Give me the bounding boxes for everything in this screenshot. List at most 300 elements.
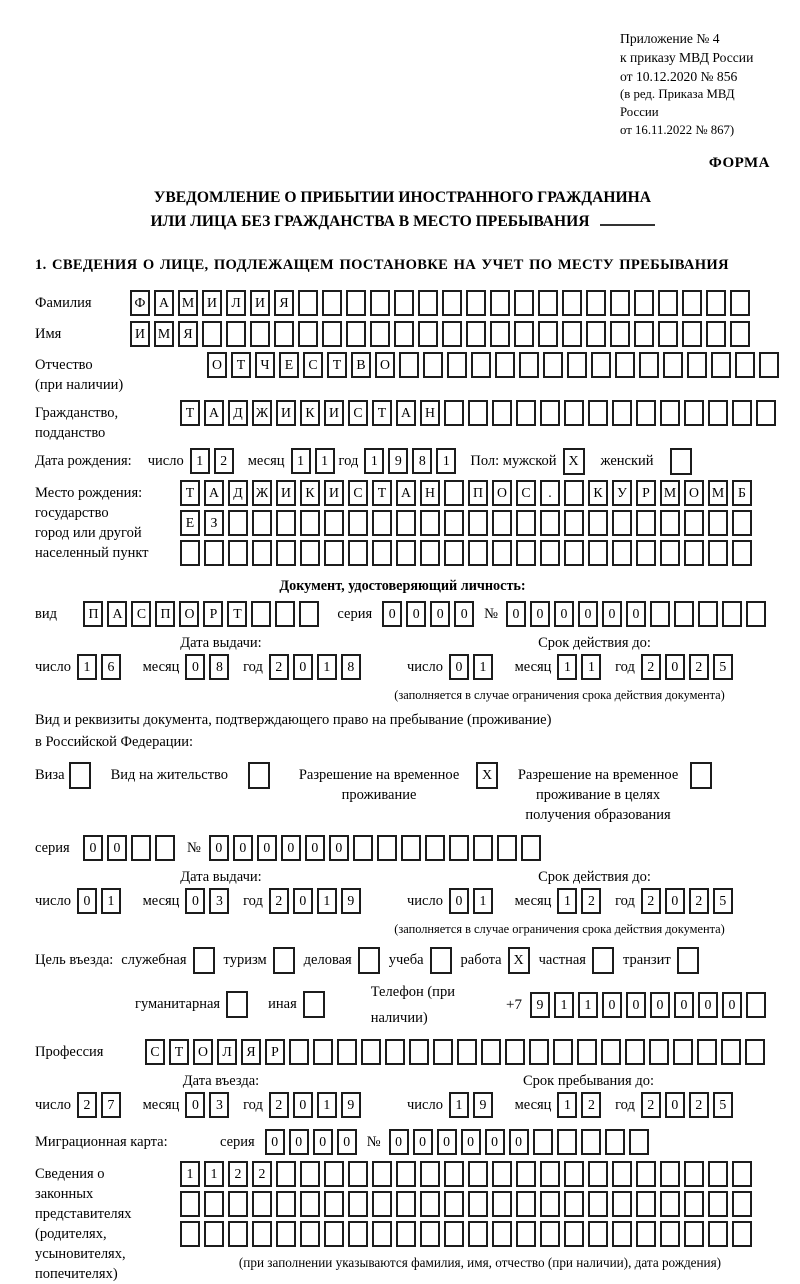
char-cell[interactable] xyxy=(658,290,678,316)
char-cell[interactable] xyxy=(746,601,766,627)
char-cell[interactable]: 0 xyxy=(554,601,574,627)
char-cell[interactable] xyxy=(708,1191,728,1217)
char-cell[interactable]: Я xyxy=(241,1039,261,1065)
char-cell[interactable] xyxy=(756,400,776,426)
char-cell[interactable]: К xyxy=(300,400,320,426)
char-cell[interactable]: 0 xyxy=(665,888,685,914)
char-cell[interactable] xyxy=(636,400,656,426)
char-cell[interactable]: 0 xyxy=(437,1129,457,1155)
char-cell[interactable] xyxy=(660,400,680,426)
char-cell[interactable] xyxy=(276,540,296,566)
char-cell[interactable]: Б xyxy=(732,480,752,506)
char-cell[interactable] xyxy=(540,1221,560,1247)
char-cell[interactable]: 1 xyxy=(557,654,577,680)
char-cell[interactable]: И xyxy=(202,290,222,316)
residence-permit-checkbox[interactable] xyxy=(248,762,270,789)
char-cell[interactable] xyxy=(324,1191,344,1217)
char-cell[interactable]: А xyxy=(396,480,416,506)
char-cell[interactable]: С xyxy=(348,400,368,426)
option-checkbox[interactable] xyxy=(430,947,452,974)
char-cell[interactable] xyxy=(490,321,510,347)
char-cell[interactable] xyxy=(468,540,488,566)
char-cell[interactable] xyxy=(420,510,440,536)
char-cell[interactable] xyxy=(418,290,438,316)
char-cell[interactable] xyxy=(433,1039,453,1065)
char-cell[interactable] xyxy=(228,1221,248,1247)
char-cell[interactable] xyxy=(492,540,512,566)
char-cell[interactable] xyxy=(377,835,397,861)
char-cell[interactable]: М xyxy=(660,480,680,506)
char-cell[interactable] xyxy=(697,1039,717,1065)
char-cell[interactable]: 0 xyxy=(83,835,103,861)
char-cell[interactable] xyxy=(313,1039,333,1065)
char-cell[interactable] xyxy=(586,290,606,316)
char-cell[interactable] xyxy=(521,835,541,861)
char-cell[interactable] xyxy=(361,1039,381,1065)
char-cell[interactable] xyxy=(639,352,659,378)
char-cell[interactable] xyxy=(722,601,742,627)
char-cell[interactable]: 0 xyxy=(602,601,622,627)
char-cell[interactable] xyxy=(732,1161,752,1187)
char-cell[interactable] xyxy=(372,540,392,566)
char-cell[interactable]: 0 xyxy=(602,992,622,1018)
char-cell[interactable] xyxy=(516,1221,536,1247)
temp-residence-edu-checkbox[interactable] xyxy=(690,762,712,789)
char-cell[interactable] xyxy=(636,1221,656,1247)
char-cell[interactable]: С xyxy=(516,480,536,506)
char-cell[interactable] xyxy=(610,290,630,316)
char-cell[interactable] xyxy=(682,321,702,347)
char-cell[interactable] xyxy=(444,480,464,506)
char-cell[interactable] xyxy=(372,1221,392,1247)
char-cell[interactable]: 0 xyxy=(626,601,646,627)
char-cell[interactable]: 1 xyxy=(557,1092,577,1118)
char-cell[interactable]: С xyxy=(145,1039,165,1065)
char-cell[interactable] xyxy=(180,1221,200,1247)
char-cell[interactable] xyxy=(625,1039,645,1065)
char-cell[interactable] xyxy=(346,290,366,316)
char-cell[interactable] xyxy=(401,835,421,861)
char-cell[interactable] xyxy=(394,290,414,316)
char-cell[interactable] xyxy=(298,290,318,316)
char-cell[interactable] xyxy=(372,1161,392,1187)
char-cell[interactable] xyxy=(660,540,680,566)
char-cell[interactable]: 0 xyxy=(578,601,598,627)
char-cell[interactable] xyxy=(492,1221,512,1247)
char-cell[interactable] xyxy=(180,1191,200,1217)
char-cell[interactable] xyxy=(348,1161,368,1187)
char-cell[interactable] xyxy=(348,510,368,536)
char-cell[interactable] xyxy=(180,540,200,566)
char-cell[interactable]: 5 xyxy=(713,1092,733,1118)
char-cell[interactable] xyxy=(495,352,515,378)
temp-residence-checkbox[interactable]: X xyxy=(476,762,498,789)
char-cell[interactable]: Л xyxy=(217,1039,237,1065)
char-cell[interactable] xyxy=(202,321,222,347)
char-cell[interactable] xyxy=(353,835,373,861)
char-cell[interactable] xyxy=(337,1039,357,1065)
char-cell[interactable] xyxy=(468,1161,488,1187)
char-cell[interactable] xyxy=(588,1221,608,1247)
char-cell[interactable] xyxy=(252,540,272,566)
char-cell[interactable] xyxy=(418,321,438,347)
char-cell[interactable]: 0 xyxy=(313,1129,333,1155)
char-cell[interactable] xyxy=(228,510,248,536)
char-cell[interactable]: Е xyxy=(180,510,200,536)
char-cell[interactable] xyxy=(746,992,766,1018)
char-cell[interactable]: 9 xyxy=(341,1092,361,1118)
char-cell[interactable] xyxy=(420,1161,440,1187)
char-cell[interactable] xyxy=(466,321,486,347)
char-cell[interactable]: 0 xyxy=(233,835,253,861)
char-cell[interactable] xyxy=(372,1191,392,1217)
char-cell[interactable] xyxy=(730,290,750,316)
char-cell[interactable]: 0 xyxy=(293,1092,313,1118)
char-cell[interactable] xyxy=(274,321,294,347)
char-cell[interactable] xyxy=(588,540,608,566)
char-cell[interactable] xyxy=(420,1221,440,1247)
char-cell[interactable] xyxy=(471,352,491,378)
char-cell[interactable] xyxy=(348,1221,368,1247)
char-cell[interactable] xyxy=(250,321,270,347)
char-cell[interactable]: 8 xyxy=(412,448,432,474)
char-cell[interactable]: 0 xyxy=(185,888,205,914)
char-cell[interactable] xyxy=(586,321,606,347)
char-cell[interactable] xyxy=(663,352,683,378)
option-checkbox[interactable]: X xyxy=(508,947,530,974)
char-cell[interactable] xyxy=(735,352,755,378)
char-cell[interactable]: 0 xyxy=(257,835,277,861)
char-cell[interactable]: 0 xyxy=(305,835,325,861)
char-cell[interactable]: 0 xyxy=(185,1092,205,1118)
char-cell[interactable] xyxy=(468,400,488,426)
char-cell[interactable]: И xyxy=(130,321,150,347)
char-cell[interactable]: 3 xyxy=(209,1092,229,1118)
char-cell[interactable]: 2 xyxy=(214,448,234,474)
char-cell[interactable]: 1 xyxy=(291,448,311,474)
char-cell[interactable]: И xyxy=(324,400,344,426)
char-cell[interactable]: 0 xyxy=(449,654,469,680)
char-cell[interactable] xyxy=(300,1221,320,1247)
char-cell[interactable] xyxy=(466,290,486,316)
char-cell[interactable] xyxy=(588,1161,608,1187)
char-cell[interactable] xyxy=(324,510,344,536)
char-cell[interactable]: 2 xyxy=(77,1092,97,1118)
char-cell[interactable]: К xyxy=(588,480,608,506)
char-cell[interactable]: Ж xyxy=(252,400,272,426)
char-cell[interactable]: П xyxy=(155,601,175,627)
option-checkbox[interactable] xyxy=(303,991,325,1018)
char-cell[interactable] xyxy=(514,321,534,347)
char-cell[interactable] xyxy=(557,1129,577,1155)
char-cell[interactable]: Ч xyxy=(255,352,275,378)
char-cell[interactable]: Ф xyxy=(130,290,150,316)
char-cell[interactable]: П xyxy=(468,480,488,506)
char-cell[interactable] xyxy=(706,290,726,316)
char-cell[interactable]: 1 xyxy=(180,1161,200,1187)
char-cell[interactable]: И xyxy=(324,480,344,506)
char-cell[interactable] xyxy=(490,290,510,316)
char-cell[interactable] xyxy=(396,1161,416,1187)
char-cell[interactable]: 9 xyxy=(388,448,408,474)
char-cell[interactable] xyxy=(708,540,728,566)
char-cell[interactable]: О xyxy=(193,1039,213,1065)
char-cell[interactable] xyxy=(553,1039,573,1065)
char-cell[interactable] xyxy=(396,1221,416,1247)
char-cell[interactable]: 2 xyxy=(269,1092,289,1118)
char-cell[interactable] xyxy=(346,321,366,347)
char-cell[interactable] xyxy=(348,540,368,566)
char-cell[interactable]: О xyxy=(207,352,227,378)
char-cell[interactable] xyxy=(348,1191,368,1217)
char-cell[interactable]: 0 xyxy=(665,1092,685,1118)
char-cell[interactable]: О xyxy=(375,352,395,378)
char-cell[interactable] xyxy=(684,510,704,536)
char-cell[interactable]: Л xyxy=(226,290,246,316)
char-cell[interactable] xyxy=(276,1191,296,1217)
char-cell[interactable]: 9 xyxy=(530,992,550,1018)
char-cell[interactable] xyxy=(300,1161,320,1187)
char-cell[interactable]: 0 xyxy=(461,1129,481,1155)
char-cell[interactable]: Т xyxy=(227,601,247,627)
char-cell[interactable] xyxy=(636,1161,656,1187)
char-cell[interactable] xyxy=(636,540,656,566)
char-cell[interactable]: 1 xyxy=(317,1092,337,1118)
char-cell[interactable] xyxy=(251,601,271,627)
char-cell[interactable] xyxy=(444,540,464,566)
char-cell[interactable]: Т xyxy=(372,400,392,426)
char-cell[interactable] xyxy=(252,510,272,536)
char-cell[interactable]: Т xyxy=(180,400,200,426)
char-cell[interactable] xyxy=(396,540,416,566)
char-cell[interactable]: 2 xyxy=(641,654,661,680)
char-cell[interactable]: 7 xyxy=(101,1092,121,1118)
char-cell[interactable]: О xyxy=(179,601,199,627)
char-cell[interactable] xyxy=(706,321,726,347)
char-cell[interactable]: 0 xyxy=(209,835,229,861)
char-cell[interactable] xyxy=(732,540,752,566)
char-cell[interactable] xyxy=(533,1129,553,1155)
char-cell[interactable]: 0 xyxy=(430,601,450,627)
char-cell[interactable] xyxy=(660,1221,680,1247)
char-cell[interactable]: 0 xyxy=(530,601,550,627)
char-cell[interactable] xyxy=(629,1129,649,1155)
char-cell[interactable]: 0 xyxy=(281,835,301,861)
char-cell[interactable] xyxy=(730,321,750,347)
char-cell[interactable]: 0 xyxy=(506,601,526,627)
char-cell[interactable]: М xyxy=(708,480,728,506)
char-cell[interactable] xyxy=(492,510,512,536)
char-cell[interactable] xyxy=(581,1129,601,1155)
char-cell[interactable] xyxy=(492,1191,512,1217)
char-cell[interactable]: О xyxy=(684,480,704,506)
char-cell[interactable]: 0 xyxy=(698,992,718,1018)
char-cell[interactable]: 6 xyxy=(101,654,121,680)
char-cell[interactable]: 8 xyxy=(209,654,229,680)
char-cell[interactable]: И xyxy=(276,480,296,506)
char-cell[interactable]: 2 xyxy=(689,654,709,680)
char-cell[interactable] xyxy=(612,1191,632,1217)
char-cell[interactable] xyxy=(658,321,678,347)
char-cell[interactable] xyxy=(449,835,469,861)
char-cell[interactable] xyxy=(612,510,632,536)
char-cell[interactable]: Н xyxy=(420,400,440,426)
char-cell[interactable] xyxy=(708,1221,728,1247)
char-cell[interactable] xyxy=(660,1191,680,1217)
option-checkbox[interactable] xyxy=(226,991,248,1018)
char-cell[interactable] xyxy=(409,1039,429,1065)
char-cell[interactable] xyxy=(370,321,390,347)
char-cell[interactable]: В xyxy=(351,352,371,378)
char-cell[interactable] xyxy=(562,321,582,347)
char-cell[interactable] xyxy=(564,510,584,536)
char-cell[interactable]: С xyxy=(348,480,368,506)
char-cell[interactable]: П xyxy=(83,601,103,627)
char-cell[interactable] xyxy=(275,601,295,627)
char-cell[interactable]: 1 xyxy=(315,448,335,474)
char-cell[interactable]: И xyxy=(276,400,296,426)
char-cell[interactable]: Д xyxy=(228,480,248,506)
char-cell[interactable] xyxy=(588,400,608,426)
char-cell[interactable] xyxy=(660,510,680,536)
char-cell[interactable] xyxy=(468,1221,488,1247)
char-cell[interactable]: 9 xyxy=(341,888,361,914)
char-cell[interactable] xyxy=(492,400,512,426)
char-cell[interactable] xyxy=(612,1161,632,1187)
char-cell[interactable] xyxy=(444,1161,464,1187)
char-cell[interactable] xyxy=(252,1221,272,1247)
char-cell[interactable] xyxy=(759,352,779,378)
char-cell[interactable] xyxy=(564,1161,584,1187)
char-cell[interactable]: Е xyxy=(279,352,299,378)
char-cell[interactable] xyxy=(444,1221,464,1247)
char-cell[interactable] xyxy=(370,290,390,316)
char-cell[interactable]: 2 xyxy=(641,1092,661,1118)
char-cell[interactable]: 3 xyxy=(209,888,229,914)
char-cell[interactable]: 0 xyxy=(293,888,313,914)
char-cell[interactable]: 2 xyxy=(269,654,289,680)
char-cell[interactable] xyxy=(516,540,536,566)
char-cell[interactable] xyxy=(636,510,656,536)
char-cell[interactable] xyxy=(300,510,320,536)
char-cell[interactable] xyxy=(372,510,392,536)
char-cell[interactable] xyxy=(564,540,584,566)
char-cell[interactable]: 2 xyxy=(228,1161,248,1187)
char-cell[interactable]: 0 xyxy=(107,835,127,861)
char-cell[interactable] xyxy=(492,1161,512,1187)
char-cell[interactable]: Н xyxy=(420,480,440,506)
char-cell[interactable]: А xyxy=(107,601,127,627)
char-cell[interactable]: Т xyxy=(180,480,200,506)
option-checkbox[interactable] xyxy=(677,947,699,974)
option-checkbox[interactable] xyxy=(273,947,295,974)
char-cell[interactable]: А xyxy=(204,480,224,506)
char-cell[interactable] xyxy=(612,1221,632,1247)
char-cell[interactable]: М xyxy=(178,290,198,316)
char-cell[interactable] xyxy=(540,540,560,566)
char-cell[interactable]: 1 xyxy=(473,888,493,914)
char-cell[interactable] xyxy=(732,510,752,536)
char-cell[interactable] xyxy=(562,290,582,316)
char-cell[interactable] xyxy=(322,290,342,316)
char-cell[interactable] xyxy=(516,400,536,426)
char-cell[interactable]: Д xyxy=(228,400,248,426)
char-cell[interactable]: 1 xyxy=(77,654,97,680)
char-cell[interactable]: 0 xyxy=(413,1129,433,1155)
char-cell[interactable]: 0 xyxy=(650,992,670,1018)
char-cell[interactable]: 0 xyxy=(485,1129,505,1155)
char-cell[interactable] xyxy=(444,510,464,536)
char-cell[interactable]: О xyxy=(492,480,512,506)
char-cell[interactable] xyxy=(394,321,414,347)
char-cell[interactable]: 0 xyxy=(665,654,685,680)
char-cell[interactable] xyxy=(497,835,517,861)
char-cell[interactable]: 0 xyxy=(509,1129,529,1155)
char-cell[interactable] xyxy=(299,601,319,627)
char-cell[interactable]: 1 xyxy=(557,888,577,914)
char-cell[interactable]: 1 xyxy=(473,654,493,680)
char-cell[interactable] xyxy=(468,510,488,536)
char-cell[interactable] xyxy=(612,540,632,566)
char-cell[interactable] xyxy=(610,321,630,347)
char-cell[interactable]: 0 xyxy=(185,654,205,680)
visa-checkbox[interactable] xyxy=(69,762,91,789)
char-cell[interactable]: А xyxy=(396,400,416,426)
char-cell[interactable]: 0 xyxy=(265,1129,285,1155)
option-checkbox[interactable] xyxy=(358,947,380,974)
char-cell[interactable] xyxy=(698,601,718,627)
char-cell[interactable]: 0 xyxy=(626,992,646,1018)
char-cell[interactable]: 1 xyxy=(190,448,210,474)
char-cell[interactable]: С xyxy=(303,352,323,378)
char-cell[interactable]: 0 xyxy=(329,835,349,861)
option-checkbox[interactable] xyxy=(592,947,614,974)
char-cell[interactable]: 5 xyxy=(713,888,733,914)
char-cell[interactable]: А xyxy=(204,400,224,426)
char-cell[interactable] xyxy=(540,1191,560,1217)
char-cell[interactable] xyxy=(423,352,443,378)
char-cell[interactable] xyxy=(564,1191,584,1217)
char-cell[interactable] xyxy=(420,1191,440,1217)
char-cell[interactable] xyxy=(732,400,752,426)
char-cell[interactable] xyxy=(684,1221,704,1247)
char-cell[interactable] xyxy=(516,1191,536,1217)
char-cell[interactable] xyxy=(131,835,151,861)
char-cell[interactable]: 0 xyxy=(454,601,474,627)
char-cell[interactable]: . xyxy=(540,480,560,506)
char-cell[interactable]: Т xyxy=(372,480,392,506)
char-cell[interactable] xyxy=(505,1039,525,1065)
char-cell[interactable]: 0 xyxy=(389,1129,409,1155)
char-cell[interactable]: 0 xyxy=(77,888,97,914)
char-cell[interactable]: 0 xyxy=(406,601,426,627)
char-cell[interactable] xyxy=(612,400,632,426)
char-cell[interactable]: 0 xyxy=(382,601,402,627)
char-cell[interactable]: М xyxy=(154,321,174,347)
gender-male-checkbox[interactable]: X xyxy=(563,448,585,475)
char-cell[interactable] xyxy=(708,400,728,426)
char-cell[interactable]: 1 xyxy=(364,448,384,474)
char-cell[interactable] xyxy=(481,1039,501,1065)
char-cell[interactable]: С xyxy=(131,601,151,627)
char-cell[interactable] xyxy=(396,1191,416,1217)
char-cell[interactable]: 1 xyxy=(101,888,121,914)
char-cell[interactable] xyxy=(732,1221,752,1247)
char-cell[interactable] xyxy=(745,1039,765,1065)
char-cell[interactable] xyxy=(300,1191,320,1217)
char-cell[interactable] xyxy=(649,1039,669,1065)
char-cell[interactable] xyxy=(660,1161,680,1187)
